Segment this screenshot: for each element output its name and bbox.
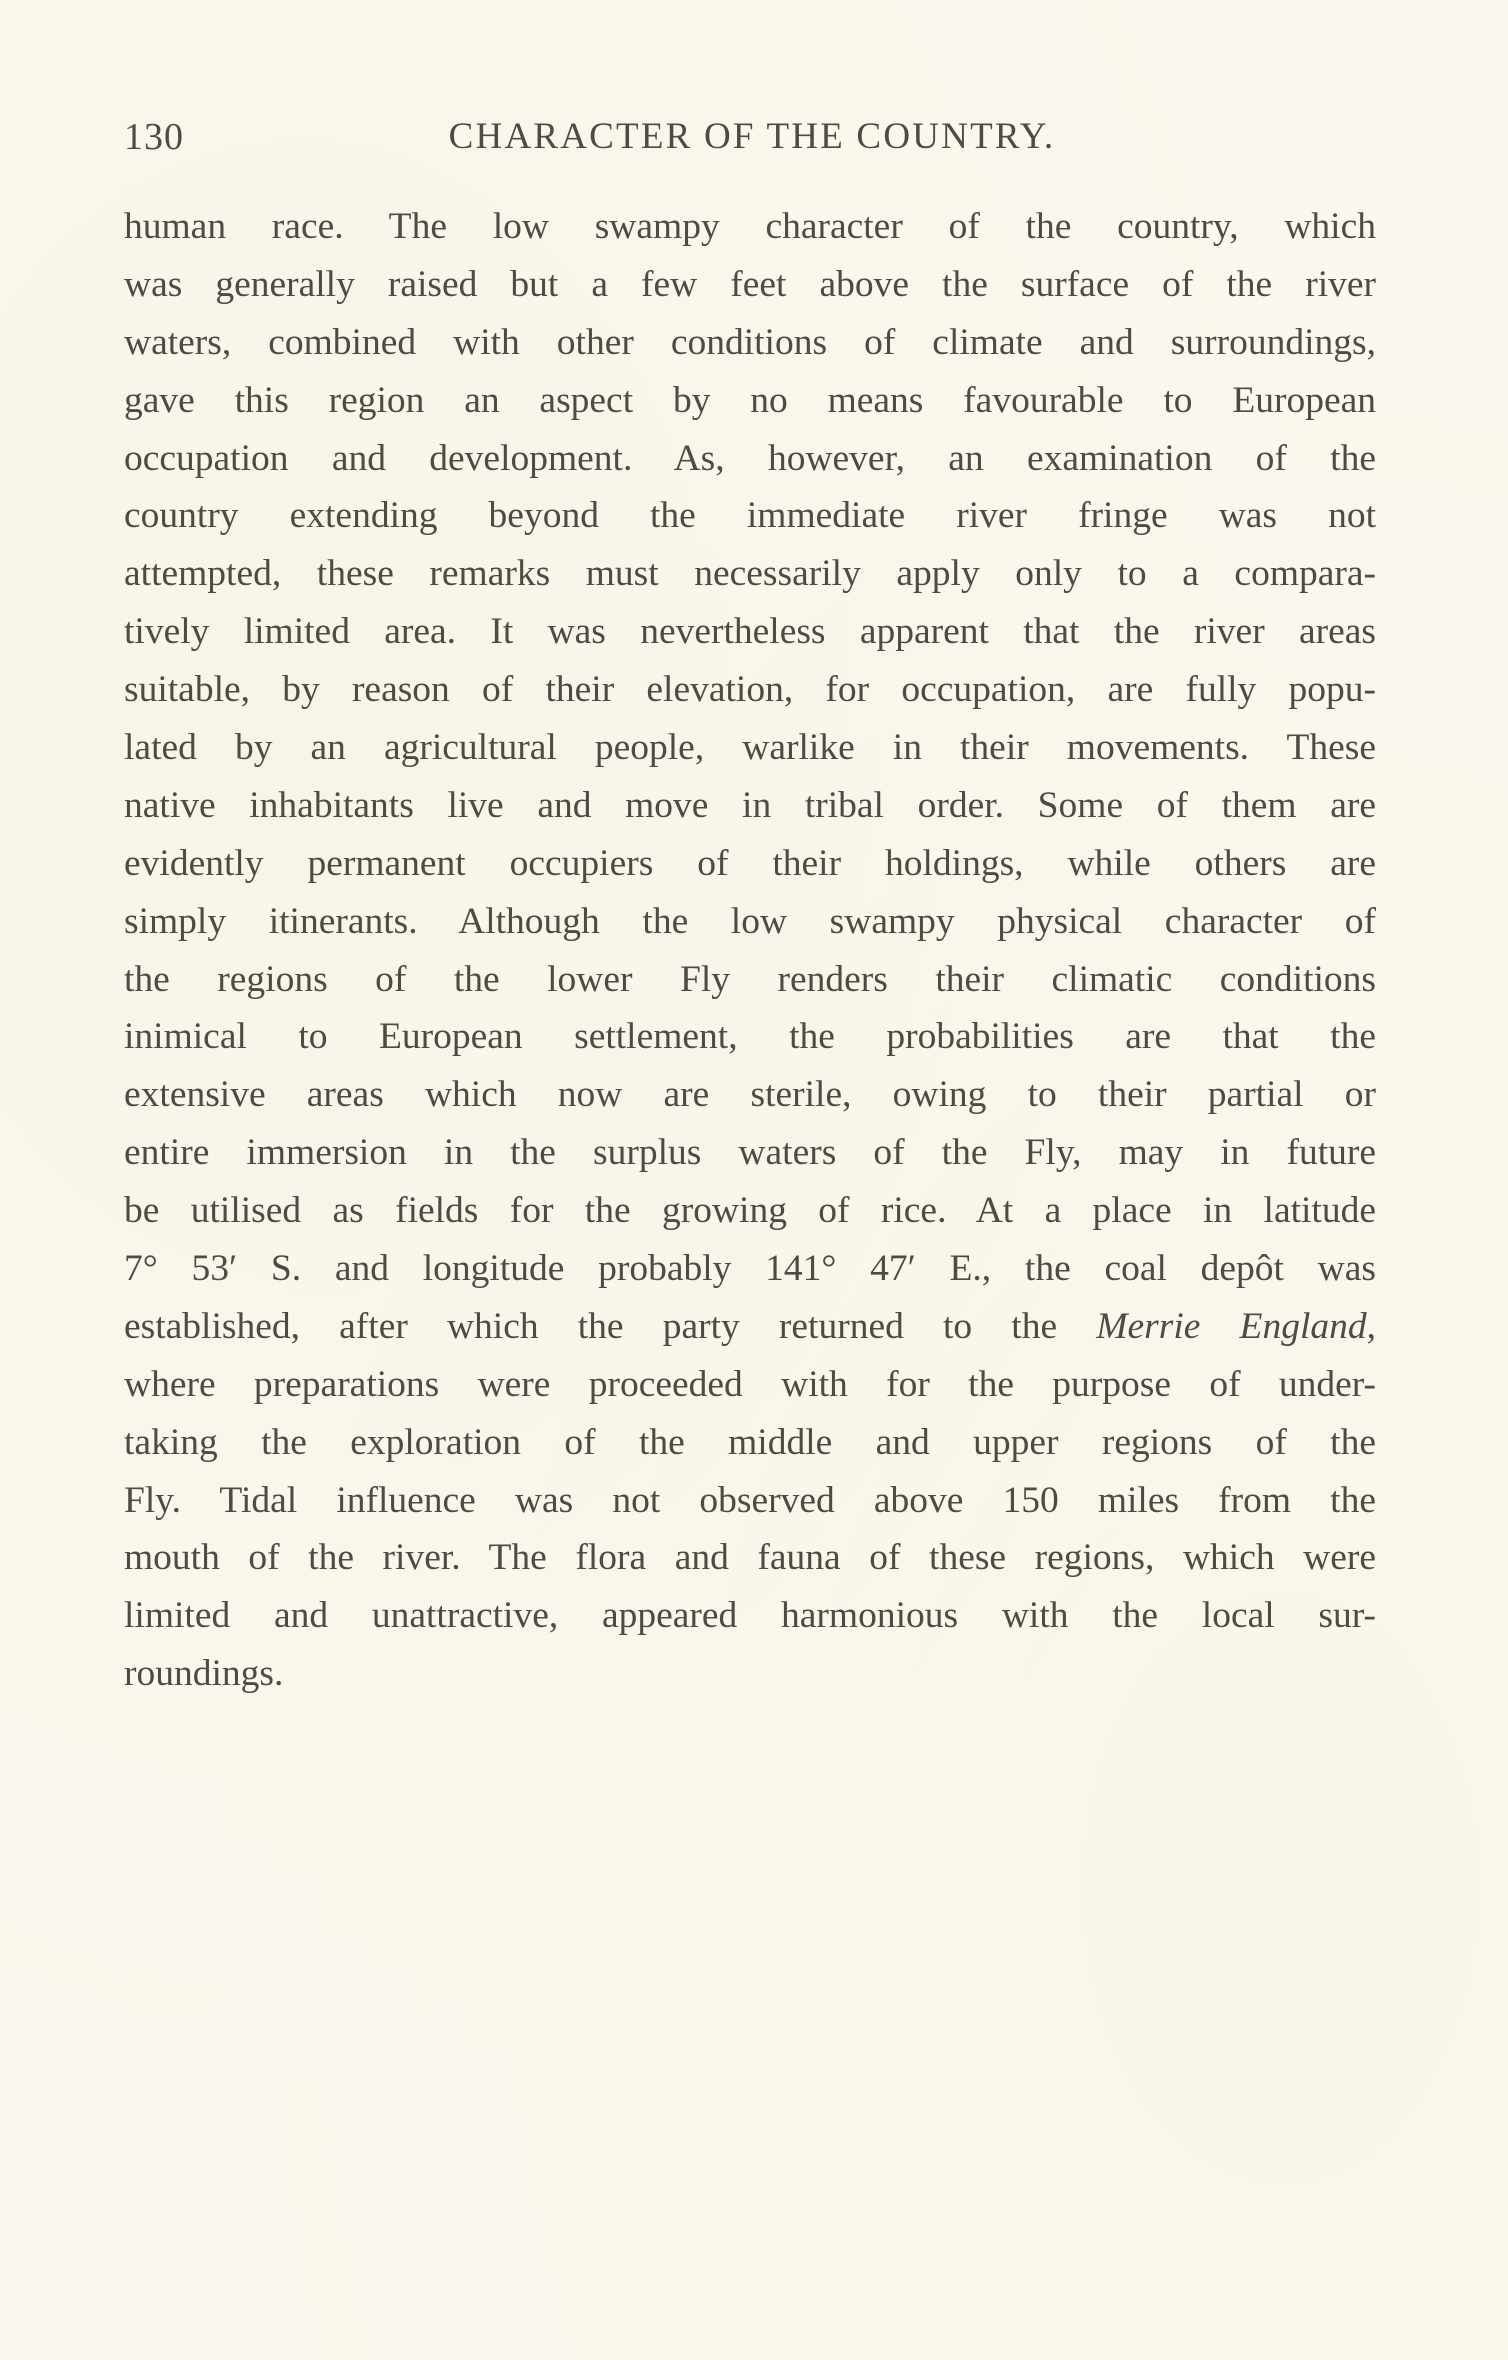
text-line: taking the exploration of the middle and upper regions of the	[124, 1421, 1376, 1463]
text-line: simply itinerants. Although the low swampy physical character of	[124, 900, 1376, 942]
ship-name-italic: Merrie England	[1096, 1305, 1367, 1347]
text-line: limited and unattractive, appeared harmonious with the local sur-	[124, 1595, 1376, 1637]
text-line: was generally raised but a few feet above the surface of the river	[124, 263, 1376, 305]
text-line: suitable, by reason of their elevation, for occupation, are fully popu-	[124, 669, 1376, 711]
text-line: country extending beyond the immediate river fringe was not	[124, 495, 1376, 537]
text-line: attempted, these remarks must necessarily apply only to a compara-	[124, 553, 1376, 595]
text-segment: established, after which the party returned to the	[124, 1305, 1097, 1347]
text-line: where preparations were proceeded with for the purpose of under-	[124, 1363, 1376, 1405]
text-line: native inhabitants live and move in tribal order. Some of them are	[124, 784, 1376, 826]
text-line: extensive areas which now are sterile, owing to their partial or	[124, 1074, 1376, 1116]
text-line: the regions of the lower Fly renders their climatic conditions	[124, 958, 1376, 1000]
text-line: evidently permanent occupiers of their holdings, while others are	[124, 842, 1376, 884]
text-line: lated by an agricultural people, warlike in their movements. These	[124, 727, 1376, 769]
text-line: entire immersion in the surplus waters of the Fly, may in future	[124, 1132, 1376, 1174]
running-head-title: CHARACTER OF THE COUNTRY.	[448, 116, 1056, 157]
text-line: tively limited area. It was nevertheless apparent that the river areas	[124, 611, 1376, 653]
text-line: gave this region an aspect by no means favourable to European	[124, 379, 1376, 421]
text-line: inimical to European settlement, the probabilities are that the	[124, 1016, 1376, 1058]
text-line: human race. The low swampy character of the country, which	[124, 206, 1376, 247]
text-line: waters, combined with other conditions of climate and surroundings,	[124, 321, 1376, 363]
text-line: Fly. Tidal influence was not observed above 150 miles from the	[124, 1479, 1376, 1521]
text-segment: ,	[1366, 1305, 1376, 1347]
running-head	[124, 112, 1376, 162]
text-line: be utilised as fields for the growing of rice. At a place in latitude	[124, 1190, 1376, 1232]
text-line-with-ship-name	[124, 1298, 1376, 1356]
text-line: occupation and development. As, however, an examination of the	[124, 437, 1376, 479]
text-line: 7° 53′ S. and longitude probably 141° 47′ E., the coal depôt was	[124, 1248, 1376, 1290]
body-paragraph	[124, 198, 1376, 1703]
text-line-last: roundings.	[124, 1653, 284, 1695]
text-line: mouth of the river. The flora and fauna of these regions, which were	[124, 1537, 1376, 1579]
page-number: 130	[124, 116, 184, 158]
